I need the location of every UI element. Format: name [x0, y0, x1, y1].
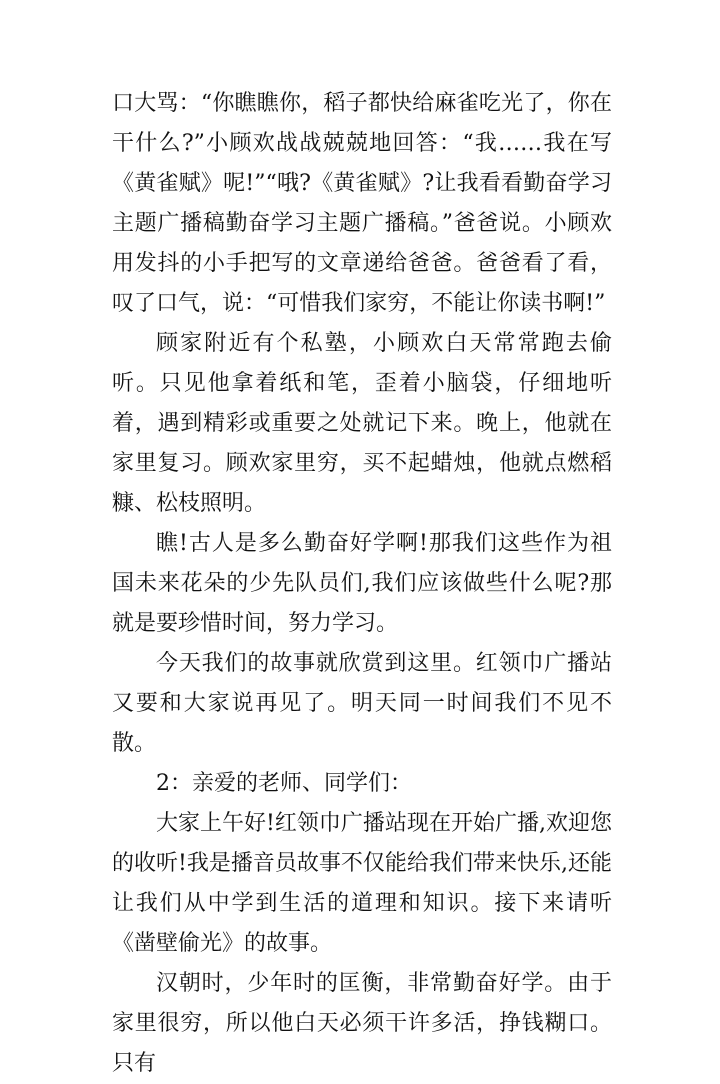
paragraph-4: 今天我们的故事就欣赏到这里。红领巾广播站又要和大家说再见了。明天同一时间我们不见不散。: [112, 651, 612, 756]
paragraph-5: 2：亲爱的老师、同学们：: [156, 771, 412, 796]
paragraph-6: 大家上午好!红领巾广播站现在开始广播,欢迎您的收听!我是播音员故事不仅能给我们带来快乐,还能让我们从中学到生活的道理和知识。接下来请听《凿壁偷光》的故事。: [112, 811, 612, 956]
paragraph-1: 口大骂：“你瞧瞧你，稻子都快给麻雀吃光了，你在干什么?”小顾欢战战兢兢地回答：“我……我在写《黄雀赋》呢!”“哦?《黄雀赋》?让我看看勤奋学习主题广播稿勤奋学习主题广播稿。”爸爸说。小顾欢用发抖的小手把写的文章递给爸爸。爸爸看了看，叹了口气，说：“可惜我们家穷，不能让你读书啊!”: [112, 91, 612, 316]
paragraph-3: 瞧!古人是多么勤奋好学啊!那我们这些作为祖国未来花朵的少先队员们,我们应该做些什么呢?那就是要珍惜时间，努力学习。: [112, 531, 612, 636]
paragraph-2: 顾家附近有个私塾，小顾欢白天常常跑去偷听。只见他拿着纸和笔，歪着小脑袋，仔细地听着，遇到精彩或重要之处就记下来。晚上，他就在家里复习。顾欢家里穷，买不起蜡烛，他就点燃稻糠、松枝照明。: [112, 331, 612, 516]
document-body: [112, 84, 612, 1084]
paragraph-7: 汉朝时，少年时的匡衡，非常勤奋好学。由于家里很穷，所以他白天必须干许多活，挣钱糊口。只有: [112, 971, 612, 1076]
